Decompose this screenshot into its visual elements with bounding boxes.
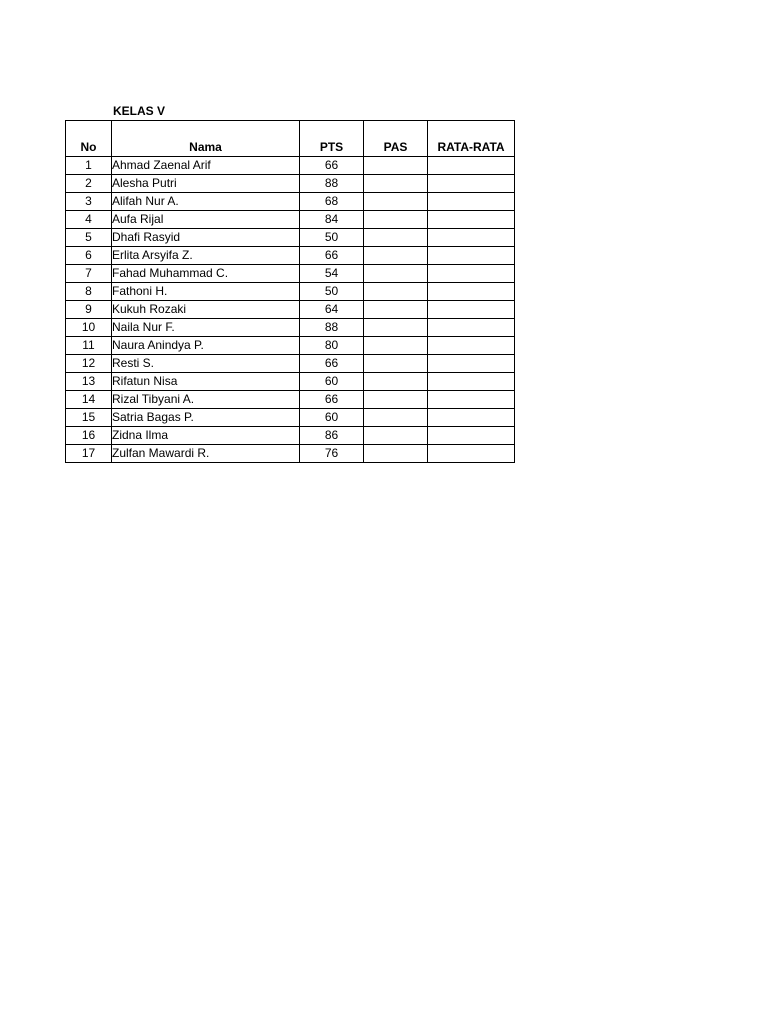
grades-table [65, 120, 515, 463]
cell-pas[interactable] [364, 427, 428, 445]
cell-average[interactable] [428, 409, 515, 427]
table-header [66, 121, 515, 157]
table-row [66, 319, 515, 337]
cell-pas[interactable] [364, 301, 428, 319]
header-pts[interactable]: PTS [300, 121, 364, 157]
header-row [66, 121, 515, 157]
cell-no[interactable]: 8 [66, 283, 112, 301]
table-row [66, 211, 515, 229]
header-average[interactable]: RATA-RATA [428, 121, 515, 157]
cell-name[interactable]: Resti S. [112, 355, 300, 373]
cell-pts[interactable]: 50 [300, 283, 364, 301]
cell-pas[interactable] [364, 247, 428, 265]
cell-average[interactable] [428, 391, 515, 409]
cell-average[interactable] [428, 283, 515, 301]
cell-pas[interactable] [364, 337, 428, 355]
table-row [66, 301, 515, 319]
cell-name[interactable]: Dhafi Rasyid [112, 229, 300, 247]
cell-no[interactable]: 14 [66, 391, 112, 409]
cell-pts[interactable]: 60 [300, 373, 364, 391]
cell-pts[interactable]: 54 [300, 265, 364, 283]
cell-name[interactable]: Aufa Rijal [112, 211, 300, 229]
cell-average[interactable] [428, 445, 515, 463]
cell-pts[interactable]: 66 [300, 247, 364, 265]
table-row [66, 409, 515, 427]
table-body [66, 157, 515, 463]
cell-name[interactable]: Kukuh Rozaki [112, 301, 300, 319]
cell-pas[interactable] [364, 265, 428, 283]
cell-pas[interactable] [364, 373, 428, 391]
cell-no[interactable]: 10 [66, 319, 112, 337]
cell-average[interactable] [428, 337, 515, 355]
cell-pas[interactable] [364, 211, 428, 229]
cell-no[interactable]: 2 [66, 175, 112, 193]
cell-pts[interactable]: 66 [300, 391, 364, 409]
cell-average[interactable] [428, 175, 515, 193]
table-row [66, 247, 515, 265]
cell-name[interactable]: Naila Nur F. [112, 319, 300, 337]
cell-name[interactable]: Alifah Nur A. [112, 193, 300, 211]
cell-pas[interactable] [364, 157, 428, 175]
cell-average[interactable] [428, 229, 515, 247]
cell-average[interactable] [428, 427, 515, 445]
cell-pas[interactable] [364, 283, 428, 301]
cell-average[interactable] [428, 373, 515, 391]
cell-pts[interactable]: 60 [300, 409, 364, 427]
cell-name[interactable]: Zulfan Mawardi R. [112, 445, 300, 463]
cell-pas[interactable] [364, 229, 428, 247]
cell-average[interactable] [428, 247, 515, 265]
cell-pts[interactable]: 86 [300, 427, 364, 445]
cell-name[interactable]: Alesha Putri [112, 175, 300, 193]
cell-name[interactable]: Naura Anindya P. [112, 337, 300, 355]
sheet-title: KELAS V [113, 104, 166, 118]
table-row [66, 175, 515, 193]
cell-average[interactable] [428, 301, 515, 319]
cell-no[interactable]: 16 [66, 427, 112, 445]
cell-pts[interactable]: 66 [300, 157, 364, 175]
table-row [66, 427, 515, 445]
table-row [66, 445, 515, 463]
header-no[interactable]: No [66, 121, 112, 157]
table-row [66, 265, 515, 283]
cell-pas[interactable] [364, 175, 428, 193]
cell-name[interactable]: Satria Bagas P. [112, 409, 300, 427]
table-row [66, 391, 515, 409]
cell-pas[interactable] [364, 409, 428, 427]
cell-no[interactable]: 13 [66, 373, 112, 391]
cell-no[interactable]: 5 [66, 229, 112, 247]
cell-pas[interactable] [364, 355, 428, 373]
cell-no[interactable]: 7 [66, 265, 112, 283]
table-row [66, 373, 515, 391]
cell-no[interactable]: 3 [66, 193, 112, 211]
cell-pas[interactable] [364, 445, 428, 463]
cell-pts[interactable]: 66 [300, 355, 364, 373]
cell-no[interactable]: 1 [66, 157, 112, 175]
cell-pas[interactable] [364, 391, 428, 409]
table-row [66, 193, 515, 211]
table-row [66, 283, 515, 301]
cell-average[interactable] [428, 211, 515, 229]
cell-name[interactable]: Rizal Tibyani A. [112, 391, 300, 409]
cell-average[interactable] [428, 265, 515, 283]
cell-average[interactable] [428, 193, 515, 211]
cell-pts[interactable]: 50 [300, 229, 364, 247]
table-row [66, 157, 515, 175]
cell-pts[interactable]: 88 [300, 175, 364, 193]
cell-no[interactable]: 12 [66, 355, 112, 373]
cell-average[interactable] [428, 319, 515, 337]
cell-average[interactable] [428, 157, 515, 175]
header-name[interactable]: Nama [112, 121, 300, 157]
cell-name[interactable]: Erlita Arsyifa Z. [112, 247, 300, 265]
cell-pts[interactable]: 80 [300, 337, 364, 355]
cell-pts[interactable]: 88 [300, 319, 364, 337]
cell-no[interactable]: 6 [66, 247, 112, 265]
cell-name[interactable]: Fahad Muhammad C. [112, 265, 300, 283]
cell-pts[interactable]: 64 [300, 301, 364, 319]
cell-pts[interactable]: 76 [300, 445, 364, 463]
cell-name[interactable]: Rifatun Nisa [112, 373, 300, 391]
table-row [66, 229, 515, 247]
cell-no[interactable]: 9 [66, 301, 112, 319]
cell-name[interactable]: Ahmad Zaenal Arif [112, 157, 300, 175]
cell-pts[interactable]: 68 [300, 193, 364, 211]
table-row [66, 337, 515, 355]
cell-no[interactable]: 4 [66, 211, 112, 229]
cell-name[interactable]: Zidna Ilma [112, 427, 300, 445]
cell-no[interactable]: 11 [66, 337, 112, 355]
cell-name[interactable]: Fathoni H. [112, 283, 300, 301]
table-row [66, 355, 515, 373]
cell-no[interactable]: 17 [66, 445, 112, 463]
header-pas[interactable]: PAS [364, 121, 428, 157]
cell-pas[interactable] [364, 319, 428, 337]
cell-average[interactable] [428, 355, 515, 373]
cell-no[interactable]: 15 [66, 409, 112, 427]
cell-pts[interactable]: 84 [300, 211, 364, 229]
cell-pas[interactable] [364, 193, 428, 211]
